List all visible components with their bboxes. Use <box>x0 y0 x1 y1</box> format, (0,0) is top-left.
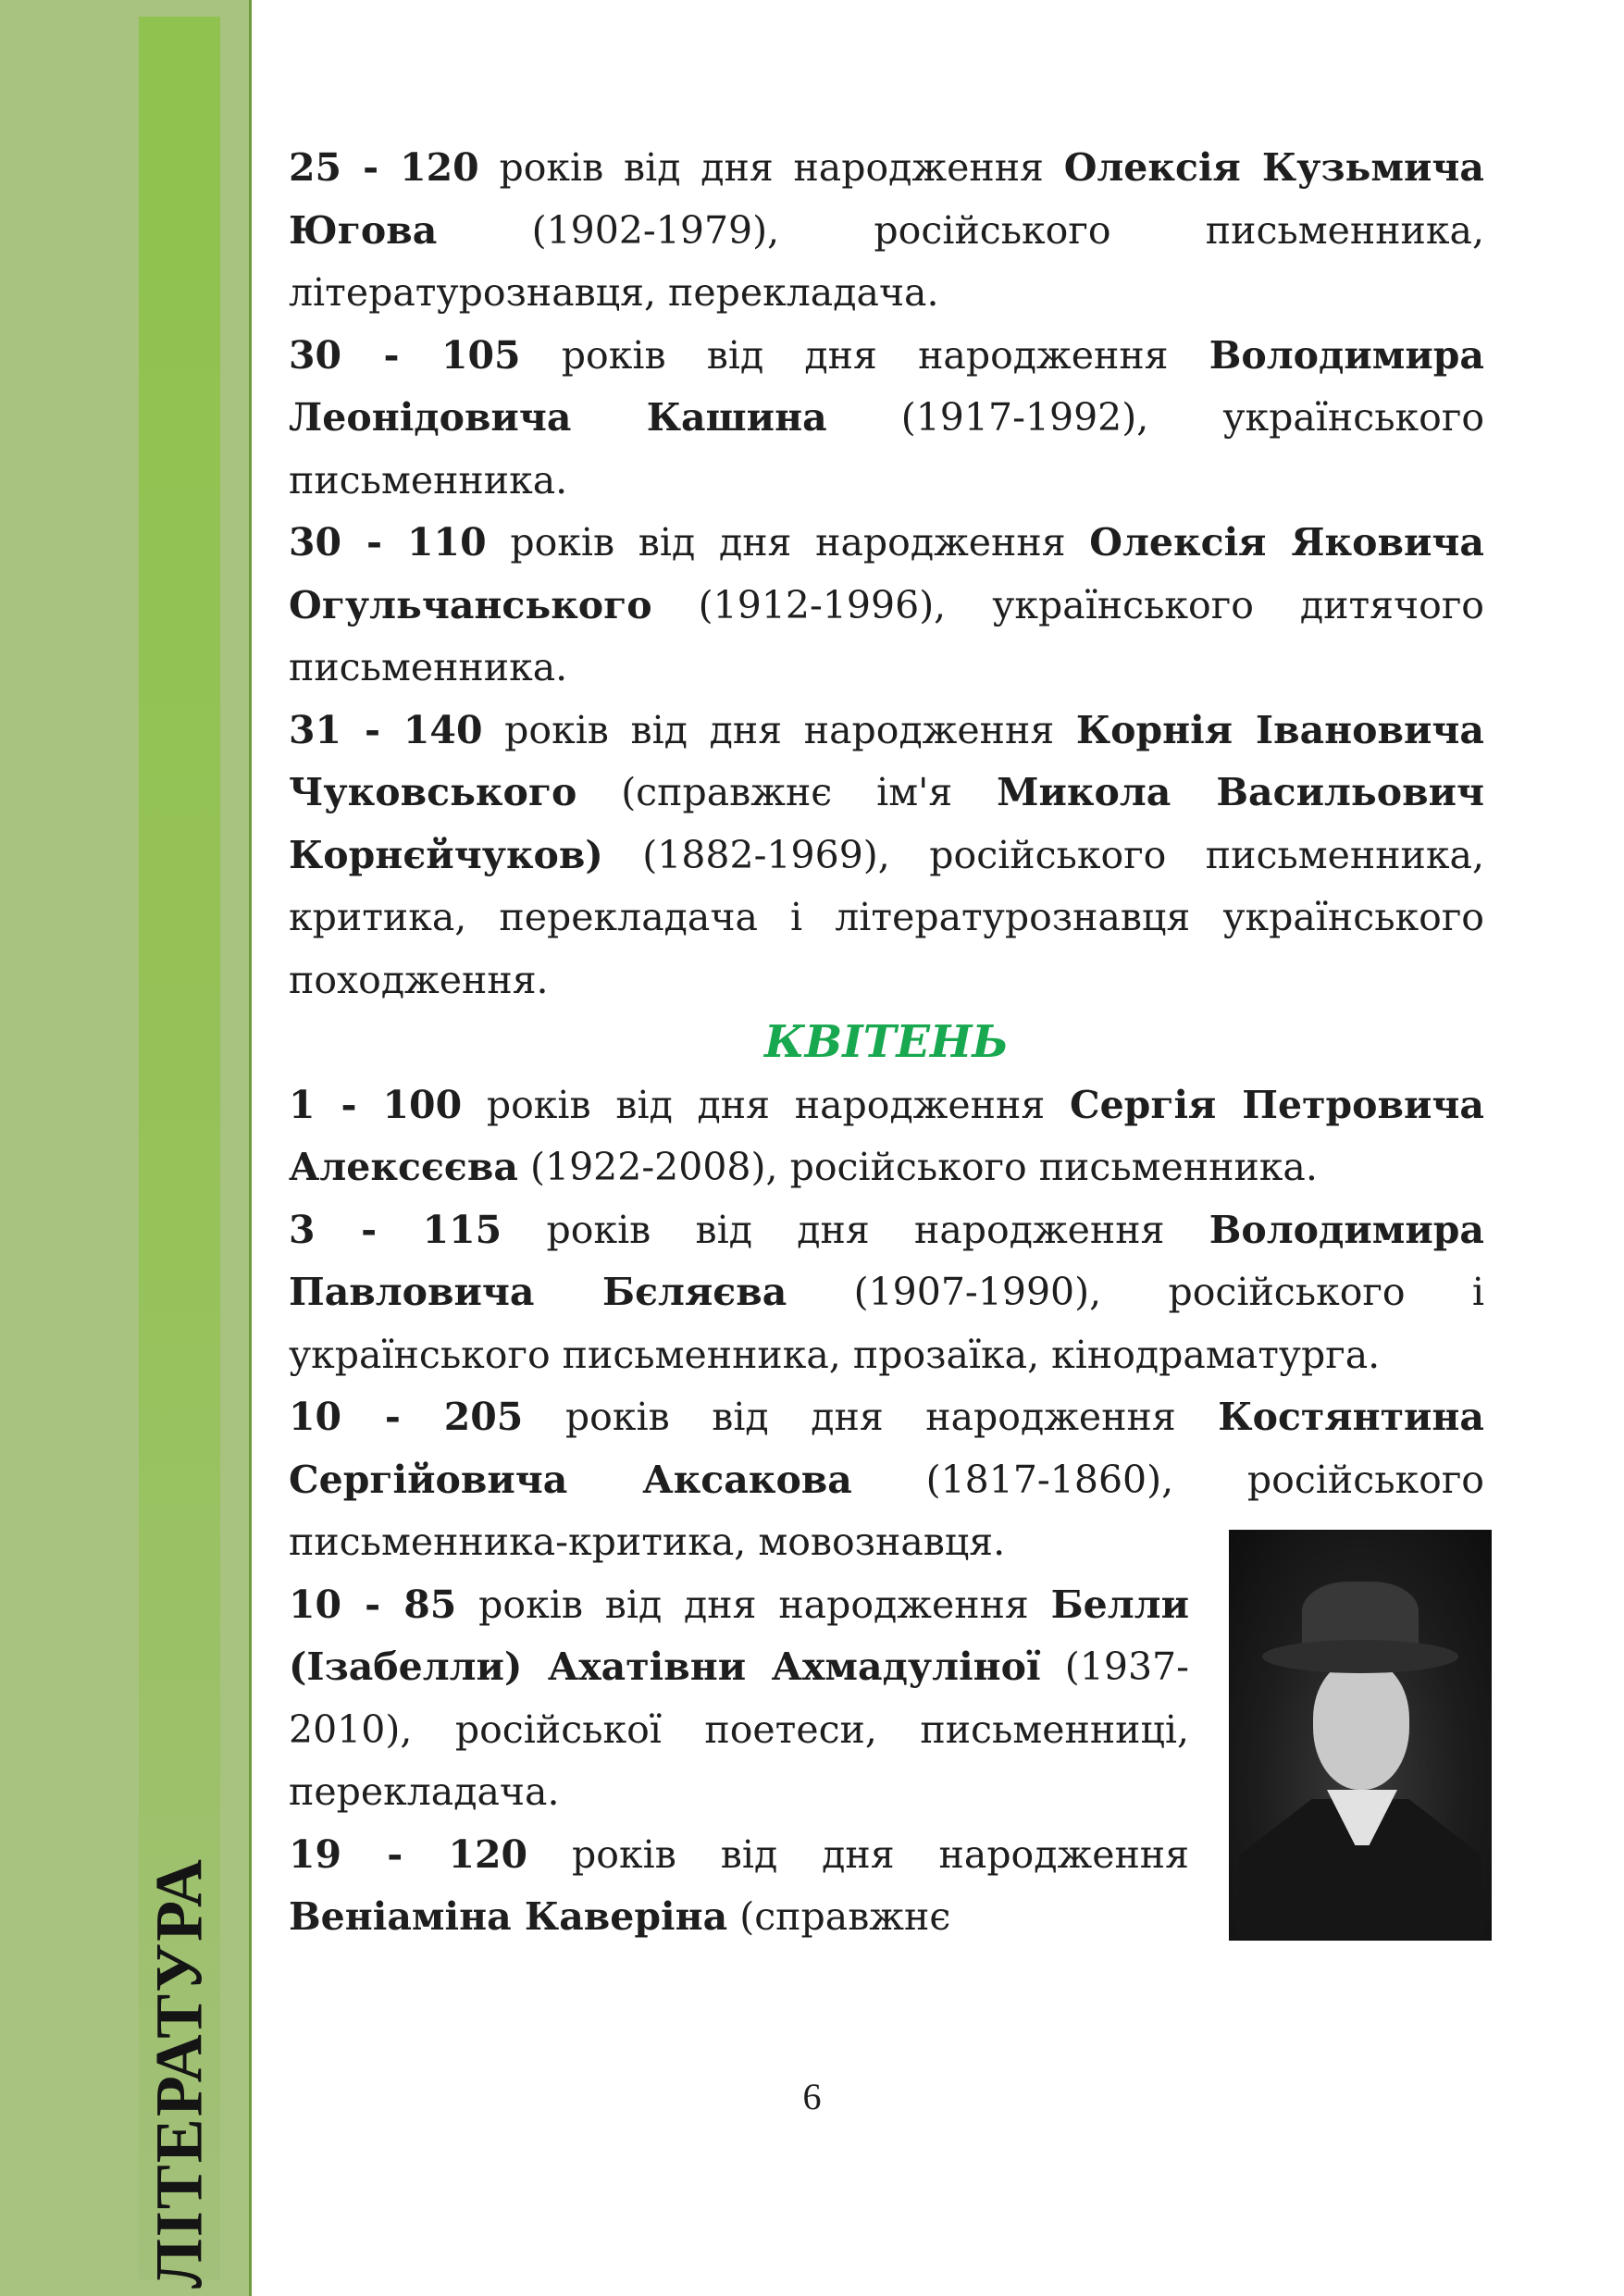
entry-april-3: 10 - 205 років від дня народження Костянтина Сергійовича Аксакова (1817-1860), російського письменника-критика, мовознавця. <box>289 1395 1484 1564</box>
entry-march-3: 30 - 110 років від дня народження Олексія Яковича Огульчанського (1912-1996), українського дитячого письменника. <box>289 520 1484 689</box>
entry-april-1: 1 - 100 років від дня народження Сергія Петровича Алексєєва (1922-2008), російського письменника. <box>289 1082 1484 1189</box>
entry-april-4: 10 - 85 років від дня народження Белли (Ізабелли) Ахатівни Ахмадуліної (1937-2010), російської поетеси, письменниці, перекладача. <box>289 1582 1189 1814</box>
entry-march-1: 25 - 120 років від дня народження Олексія Кузьмича Югова (1902-1979), російського письменника, літературознавця, перекладача. <box>289 145 1484 315</box>
page-number: 6 <box>802 2076 822 2117</box>
entry-march-2: 30 - 105 років від дня народження Володимира Леонідовича Кашина (1917-1992), українського письменника. <box>289 332 1485 503</box>
entry-april-5: 19 - 120 років від дня народження Веніаміна Каверіна (справжнє <box>289 1831 1189 1939</box>
section-label: ЛІТЕРАТУРА <box>142 1857 217 2289</box>
entry-april-2: 3 - 115 років від дня народження Володимира Павловича Бєляєва (1907-1990), російського і українського письменника, прозаїка, кінодраматурга. <box>289 1207 1484 1377</box>
month-heading: КВІТЕНЬ <box>764 1016 1009 1068</box>
sidebar-border <box>249 0 252 2296</box>
entry-march-4: 31 - 140 років від дня народження Корнія Івановича Чуковського (справжнє ім'я Микола Васильович Корнєйчуков) (1882-1969), російського письменника, критика, перекладача і літературознавця українського походження. <box>289 707 1484 1002</box>
author-portrait <box>1229 1530 1492 1941</box>
